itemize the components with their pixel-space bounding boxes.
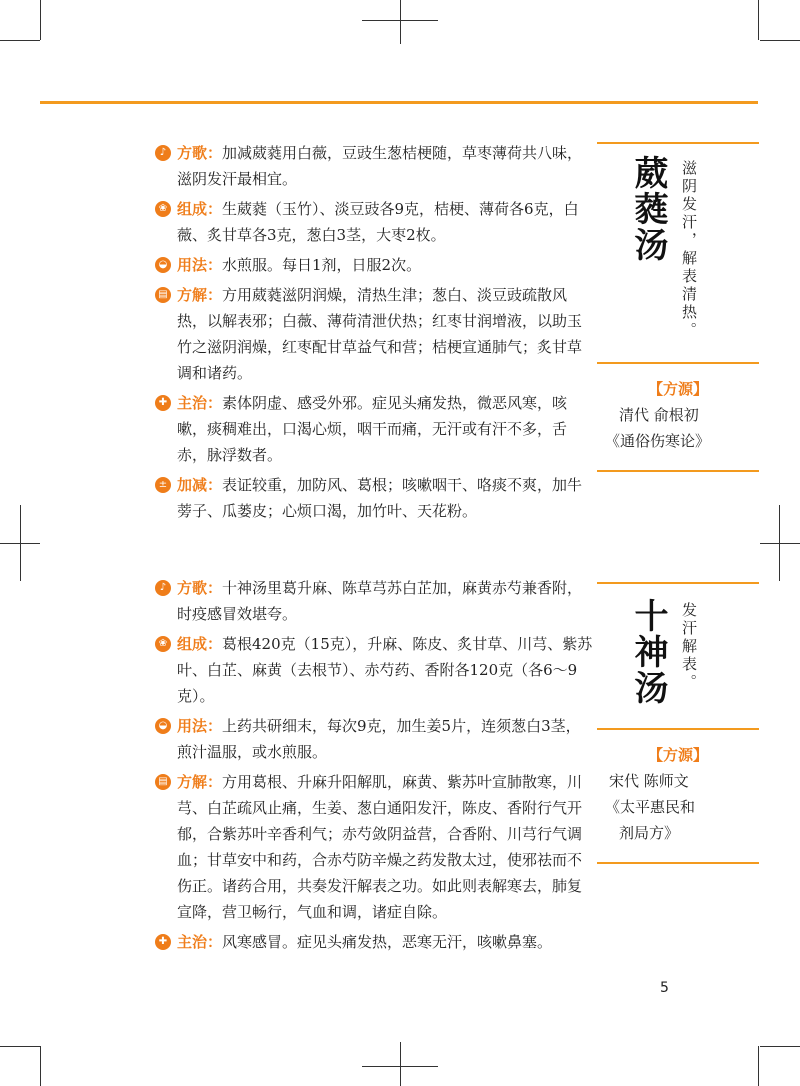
crop-mark — [40, 1046, 41, 1086]
crop-mark — [0, 40, 40, 41]
song-icon: ♪ — [155, 580, 171, 596]
crop-mark — [400, 1042, 401, 1086]
crop-mark — [20, 505, 21, 581]
formula-2-source — [597, 742, 759, 846]
bowl-icon: ◒ — [155, 257, 171, 273]
crop-mark — [760, 40, 800, 41]
source-label: 【方源】 — [647, 380, 708, 398]
formula-2-composition: ❀ 组成：葛根420克（15克），升麻、陈皮、炙甘草、川芎、紫苏叶、白芷、麻黄（去根节）、赤芍药、香附各120克（各6～9克）。 — [155, 631, 595, 709]
formula-1-explanation: ▤ 方解：方用葳蕤滋阴润燥，清热生津；葱白、淡豆豉疏散风热，以解表邪；白薇、薄荷清泄伏热；红枣甘润增液，以助玉竹之滋阴润燥，红枣配甘草益气和营；桔梗宣通肺气；炙甘草调和诸药。 — [155, 282, 595, 386]
leaf-icon: ❀ — [155, 201, 171, 217]
formula-section-2 — [155, 575, 595, 959]
book-icon: ▤ — [155, 774, 171, 790]
crop-mark — [40, 0, 41, 40]
source-line: 清代 俞根初 — [619, 406, 699, 424]
source-line: 《太平惠民和 — [605, 798, 696, 816]
crop-mark — [400, 0, 401, 44]
leaf-icon: ❀ — [155, 636, 171, 652]
crop-mark — [0, 1046, 40, 1047]
cross-icon: ✚ — [155, 395, 171, 411]
crop-mark — [758, 1046, 759, 1086]
sidebar-rule — [597, 470, 759, 472]
formula-2-explanation: ▤ 方解：方用葛根、升麻升阳解肌，麻黄、紫苏叶宣肺散寒，川芎、白芷疏风止痛，生姜、葱白通阳发汗，陈皮、香附行气开郁，合紫苏叶辛香利气；赤芍敛阴益营，合香附、川芎行气调血；甘草安中和药，合赤芍防辛燥之药发散太过，使邪祛而不伤正。诸药合用，共奏发汗解表之功。如此则表解寒去，肺复宣降，营卫畅行，气血和调，诸症自除。 — [155, 769, 595, 925]
plus-minus-icon: ± — [155, 477, 171, 493]
formula-1-indication: ✚ 主治：素体阴虚、感受外邪。症见头痛发热，微恶风寒，咳嗽，痰稠难出，口渴心烦，咽干而痛，无汗或有汗不多，舌赤，脉浮数者。 — [155, 390, 595, 468]
formula-1-modification: ± 加减：表证较重，加防风、葛根；咳嗽咽干、咯痰不爽，加牛蒡子、瓜蒌皮；心烦口渴，加竹叶、天花粉。 — [155, 472, 595, 524]
crop-mark — [779, 505, 780, 581]
formula-2-song: ♪ 方歌：十神汤里葛升麻、陈草芎苏白芷加，麻黄赤芍兼香附，时疫感冒效堪夸。 — [155, 575, 595, 627]
sidebar-rule — [597, 582, 759, 584]
bowl-icon: ◒ — [155, 718, 171, 734]
formula-2-usage: ◒ 用法：上药共研细末，每次9克，加生姜5片，连须葱白3茎，煎汁温服，或水煎服。 — [155, 713, 595, 765]
formula-1-song: ♪ 方歌：加减葳蕤用白薇，豆豉生葱桔梗随，草枣薄荷共八味，滋阴发汗最相宜。 — [155, 140, 595, 192]
formula-2-subtitle: 发汗解表。 — [680, 602, 698, 692]
source-line: 剂局方》 — [619, 824, 680, 842]
cross-icon: ✚ — [155, 934, 171, 950]
formula-1-source — [597, 376, 759, 454]
source-line: 宋代 陈师文 — [609, 772, 689, 790]
crop-mark — [760, 1046, 800, 1047]
book-icon: ▤ — [155, 287, 171, 303]
formula-2-title: 十神汤 — [628, 598, 668, 706]
song-icon: ♪ — [155, 145, 171, 161]
formula-section-1 — [155, 140, 595, 528]
crop-mark — [760, 543, 800, 544]
sidebar-rule — [597, 728, 759, 730]
sidebar-rule — [597, 142, 759, 144]
header-rule — [40, 101, 758, 104]
sidebar-rule — [597, 862, 759, 864]
formula-1-title: 葳蕤汤 — [628, 155, 668, 263]
crop-mark — [758, 0, 759, 40]
sidebar-rule — [597, 362, 759, 364]
page-number: 5 — [660, 980, 669, 996]
source-line: 《通俗伤寒论》 — [605, 432, 711, 450]
formula-2-indication: ✚ 主治：风寒感冒。症见头痛发热，恶寒无汗，咳嗽鼻塞。 — [155, 929, 595, 955]
formula-1-composition: ❀ 组成：生葳蕤（玉竹）、淡豆豉各9克，桔梗、薄荷各6克，白薇、炙甘草各3克，葱白3茎，大枣2枚。 — [155, 196, 595, 248]
formula-1-usage: ◒ 用法：水煎服。每日1剂，日服2次。 — [155, 252, 595, 278]
source-label: 【方源】 — [647, 746, 708, 764]
formula-1-subtitle: 滋阴发汗，解表清热。 — [680, 160, 698, 340]
